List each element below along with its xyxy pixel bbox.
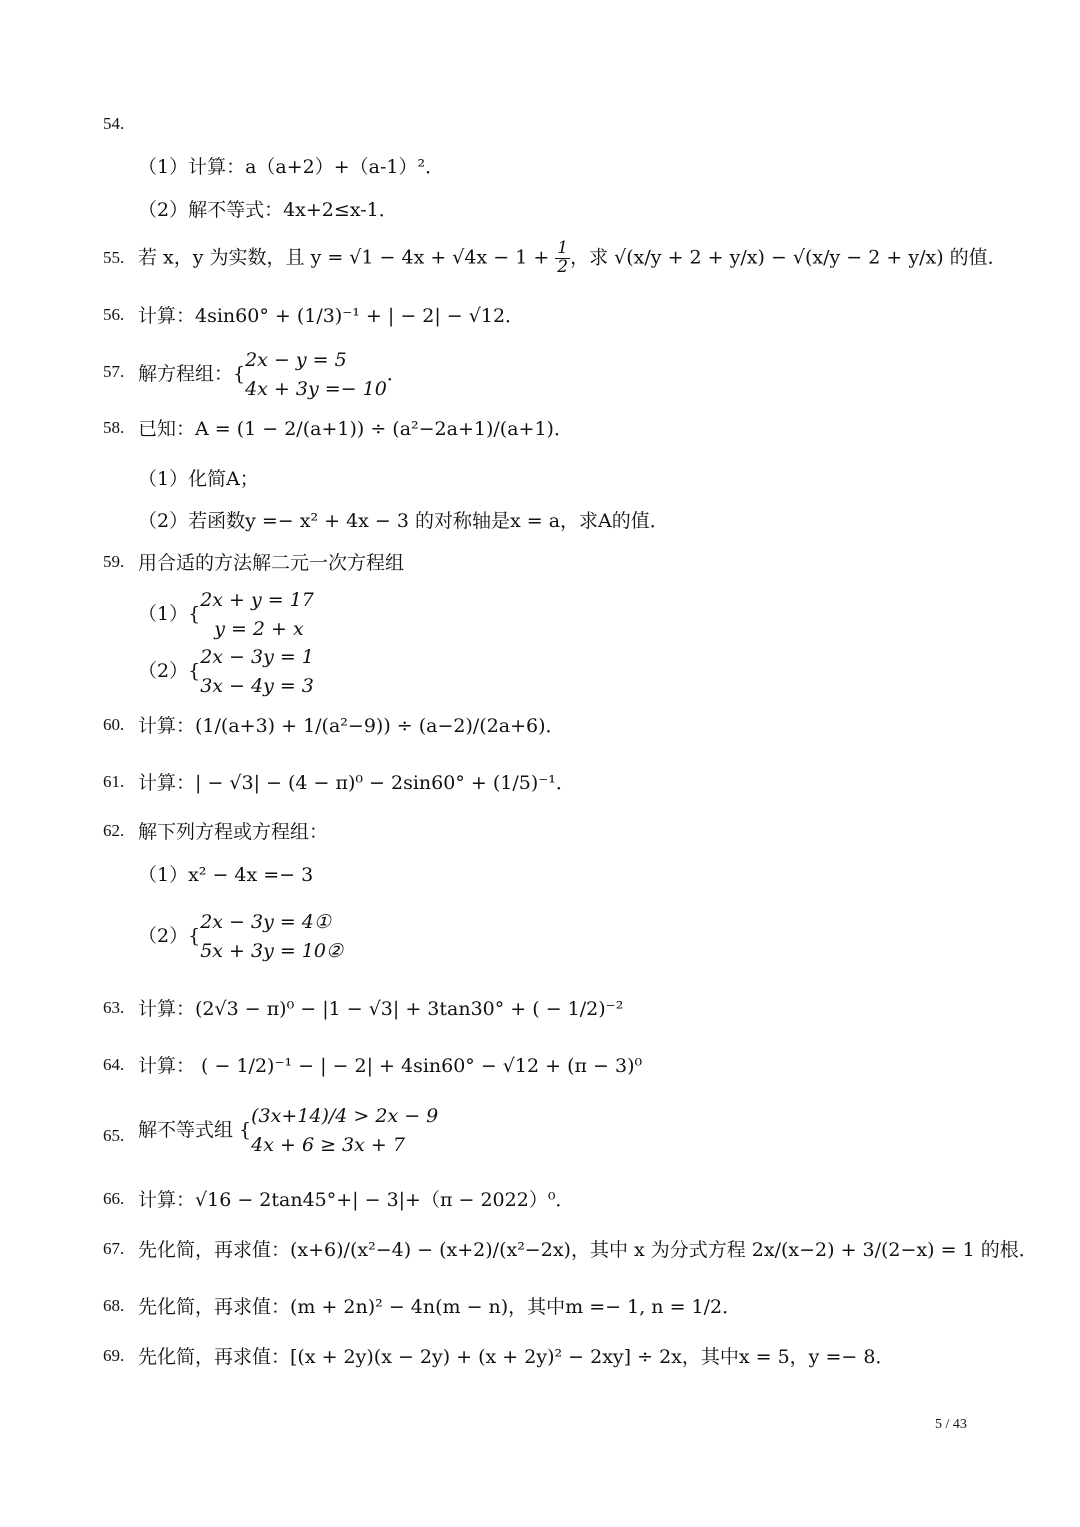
page-number: 5 / 43 xyxy=(935,1417,967,1432)
equation-system: 2x − y = 5 4x + 3y =− 10 xyxy=(245,349,387,400)
problem-55-given: 若 x，y 为实数，且 y = √1 − 4x + √4x − 1 + xyxy=(138,246,556,269)
equation-system: 2x − 3y = 1 3x − 4y = 3 xyxy=(200,646,314,697)
problem-number: 54. xyxy=(103,114,125,133)
inequality-system: (3x+14)/4 > 2x − 9 4x + 6 ≥ 3x + 7 xyxy=(251,1105,439,1156)
fraction: $\frac{1}{2}$ xyxy=(557,238,569,277)
problem-55-ask: ，求 √(x/y + 2 + y/x) − √(x/y − 2 + y/x) 的值． xyxy=(570,246,1007,269)
equation-system: 2x + y = 17 y = 2 + x xyxy=(200,589,314,640)
equation-system: 2x − 3y = 4① 5x + 3y = 10② xyxy=(200,911,344,962)
